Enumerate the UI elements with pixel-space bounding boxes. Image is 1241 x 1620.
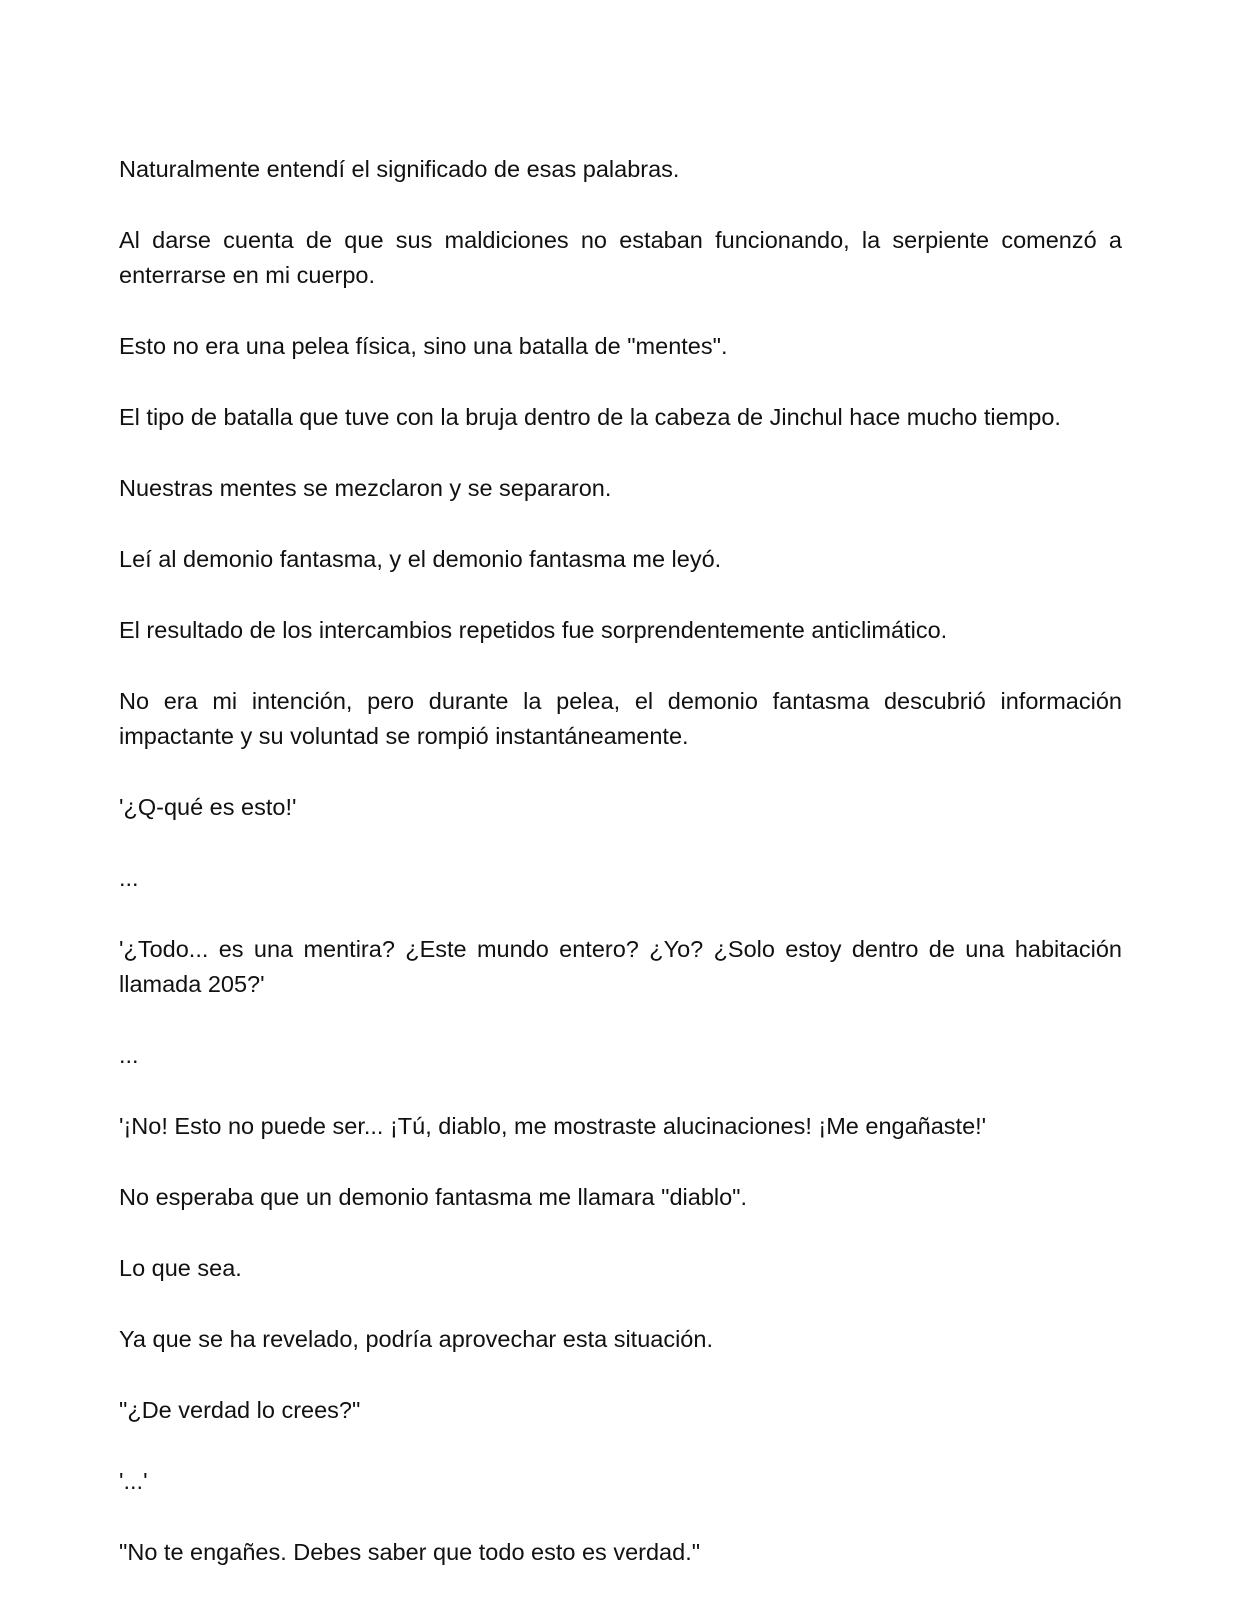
paragraph: Naturalmente entendí el significado de esas palabras.	[119, 156, 680, 182]
paragraph: Nuestras mentes se mezclaron y se separaron.	[119, 475, 612, 501]
paragraph: Al darse cuenta de que sus maldiciones no estaban funcionando, la serpiente comenzó a enterrarse en mi cuerpo.	[119, 227, 1122, 288]
document-body	[119, 152, 1122, 1606]
paragraph: "No te engañes. Debes saber que todo esto es verdad."	[119, 1539, 701, 1565]
paragraph: '¿Todo... es una mentira? ¿Este mundo entero? ¿Yo? ¿Solo estoy dentro de una habitación llamada 205?'	[119, 936, 1122, 997]
paragraph: Lo que sea.	[119, 1255, 242, 1281]
paragraph: '¿Q-qué es esto!'	[119, 794, 297, 820]
paragraph: "¿De verdad lo crees?"	[119, 1397, 361, 1423]
paragraph: No esperaba que un demonio fantasma me llamara "diablo".	[119, 1184, 748, 1210]
paragraph: '...'	[119, 1468, 148, 1494]
paragraph: Esto no era una pelea física, sino una batalla de "mentes".	[119, 333, 728, 359]
paragraph: No era mi intención, pero durante la pelea, el demonio fantasma descubrió información impactante y su voluntad se rompió instantáneamente.	[119, 688, 1122, 749]
paragraph: '¡No! Esto no puede ser... ¡Tú, diablo, me mostraste alucinaciones! ¡Me engañaste!'	[119, 1113, 987, 1139]
paragraph: El tipo de batalla que tuve con la bruja dentro de la cabeza de Jinchul hace mucho tiempo.	[119, 404, 1061, 430]
paragraph: Ya que se ha revelado, podría aprovechar esta situación.	[119, 1326, 713, 1352]
paragraph: El resultado de los intercambios repetidos fue sorprendentemente anticlimático.	[119, 617, 948, 643]
ellipsis-line: ...	[119, 865, 139, 891]
paragraph: Leí al demonio fantasma, y el demonio fantasma me leyó.	[119, 546, 722, 572]
ellipsis-line: ...	[119, 1042, 139, 1068]
